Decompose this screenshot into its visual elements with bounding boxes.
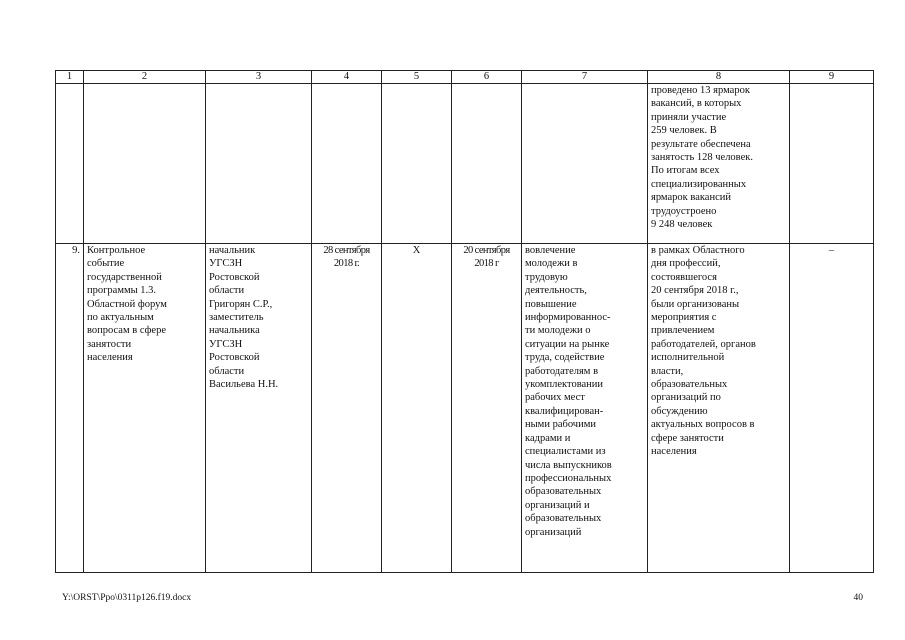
text-line: в рамках Областного [651,245,745,256]
text-line: По итогам всех [651,165,720,177]
text-line: заместитель [209,312,264,324]
text-line: организаций по [651,392,721,404]
text-line: состоявшегося [651,271,717,283]
text-line: укомплектовании [525,379,604,391]
continuation-row [56,84,874,244]
text-line: профессиональных [525,472,612,484]
text-line: начальника [209,325,260,337]
event-name-cell [84,244,206,573]
cont-result-cell [648,84,790,244]
header-cell-1: 1 [56,71,84,84]
text-line: области [209,285,245,297]
text-line: образовательных [525,486,602,498]
text-line: рабочих мест [525,392,585,404]
text-line: проведено 13 ярмарок [651,85,750,96]
text-line: Областной форум [87,298,167,310]
result-cell [648,244,790,573]
text-line: молодежи в [525,258,578,270]
text-line: труда, содействие [525,352,605,364]
header-cell-6: 6 [452,71,522,84]
col9-cell: – [790,244,874,573]
cont-cell-3 [206,84,312,244]
responsible-cell [206,244,312,573]
text-line: 20 сентября 2018 г., [651,285,739,297]
text-line: Васильева Н.Н. [209,379,279,391]
text-line: приняли участие [651,111,727,123]
header-row [56,71,874,84]
file-path: Y:\ORST\Ppo\0311p126.f19.docx [62,593,192,603]
text-line: Григорян С.Р., [209,298,273,310]
text-line: 28 сентября [323,245,370,256]
text-line: вакансий, в которых [651,98,742,110]
text-line: кадрами и [525,432,571,444]
col5-cell: Х [382,244,452,573]
text-line: сфере занятости [651,432,724,444]
cont-cell-2 [84,84,206,244]
text-line: 2018 г. [333,258,360,270]
text-line: работодателям в [525,365,599,377]
text-line: специалистами из [525,446,606,458]
text-line: образовательных [525,513,602,525]
text-line: Контрольное [87,245,146,256]
text-line: повышение [525,298,577,310]
text-line: занятость 128 человек. [651,152,753,164]
text-line: деятельность, [525,285,587,297]
planned-date-cell [312,244,382,573]
text-line: 2018 г [474,258,499,270]
text-line: Ростовской [209,352,260,364]
text-line: информированнос- [525,312,611,324]
row-number: 9. [56,244,84,573]
cont-cell-7 [522,84,648,244]
text-line: числа выпускников [525,459,612,471]
text-line: были организованы [651,298,740,310]
text-line: УГСЗН [209,338,243,350]
text-line: событие [87,258,125,270]
text-line: квалифицирован- [525,405,604,417]
text-line: организаций [525,526,582,538]
actual-date-cell [452,244,522,573]
text-line: занятости [87,338,132,350]
header-cell-3: 3 [206,71,312,84]
text-line: 9 248 человек [651,219,713,231]
text-line: мероприятия с [651,312,717,324]
text-line: привлечением [651,325,715,337]
header-cell-5: 5 [382,71,452,84]
text-line: области [209,365,245,377]
text-line: населения [651,446,697,458]
text-line: специализированных [651,178,747,190]
page-number: 40 [853,593,863,603]
text-line: ти молодежи о [525,325,591,337]
text-line: организаций и [525,499,590,511]
text-line: работодателей, органов [651,338,756,350]
text-line: власти, [651,365,684,377]
text-line: актуальных вопросов в [651,419,755,431]
text-line: ными рабочими [525,419,596,431]
text-line: населения [87,352,133,364]
header-cell-9: 9 [790,71,874,84]
cont-cell-6 [452,84,522,244]
header-cell-2: 2 [84,71,206,84]
header-cell-7: 7 [522,71,648,84]
text-line: 259 человек. В [651,125,717,137]
text-line: результате обеспечена [651,138,751,150]
cont-cell-4 [312,84,382,244]
text-line: Ростовской [209,271,260,283]
text-line: исполнительной [651,352,725,364]
cont-cell-5 [382,84,452,244]
text-line: начальник [209,245,256,256]
header-cell-4: 4 [312,71,382,84]
cont-cell-9 [790,84,874,244]
text-line: вопросам в сфере [87,325,166,337]
goal-cell [522,244,648,573]
text-line: ситуации на рынке [525,338,610,350]
text-line: по актуальным [87,312,154,324]
text-line: ярмарок вакансий [651,192,731,204]
text-line: трудоустроено [651,205,717,217]
text-line: трудовую [525,271,568,283]
text-line: вовлечение [525,245,576,256]
table-row-9 [56,244,874,573]
text-line: УГСЗН [209,258,243,270]
text-line: государственной [87,271,162,283]
cont-cell-1 [56,84,84,244]
text-line: программы 1.3. [87,285,157,297]
document-table [55,70,874,573]
text-line: обсуждению [651,405,708,417]
text-line: дня профессий, [651,258,721,270]
text-line: 20 сентября [463,245,510,256]
text-line: образовательных [651,379,728,391]
header-cell-8: 8 [648,71,790,84]
